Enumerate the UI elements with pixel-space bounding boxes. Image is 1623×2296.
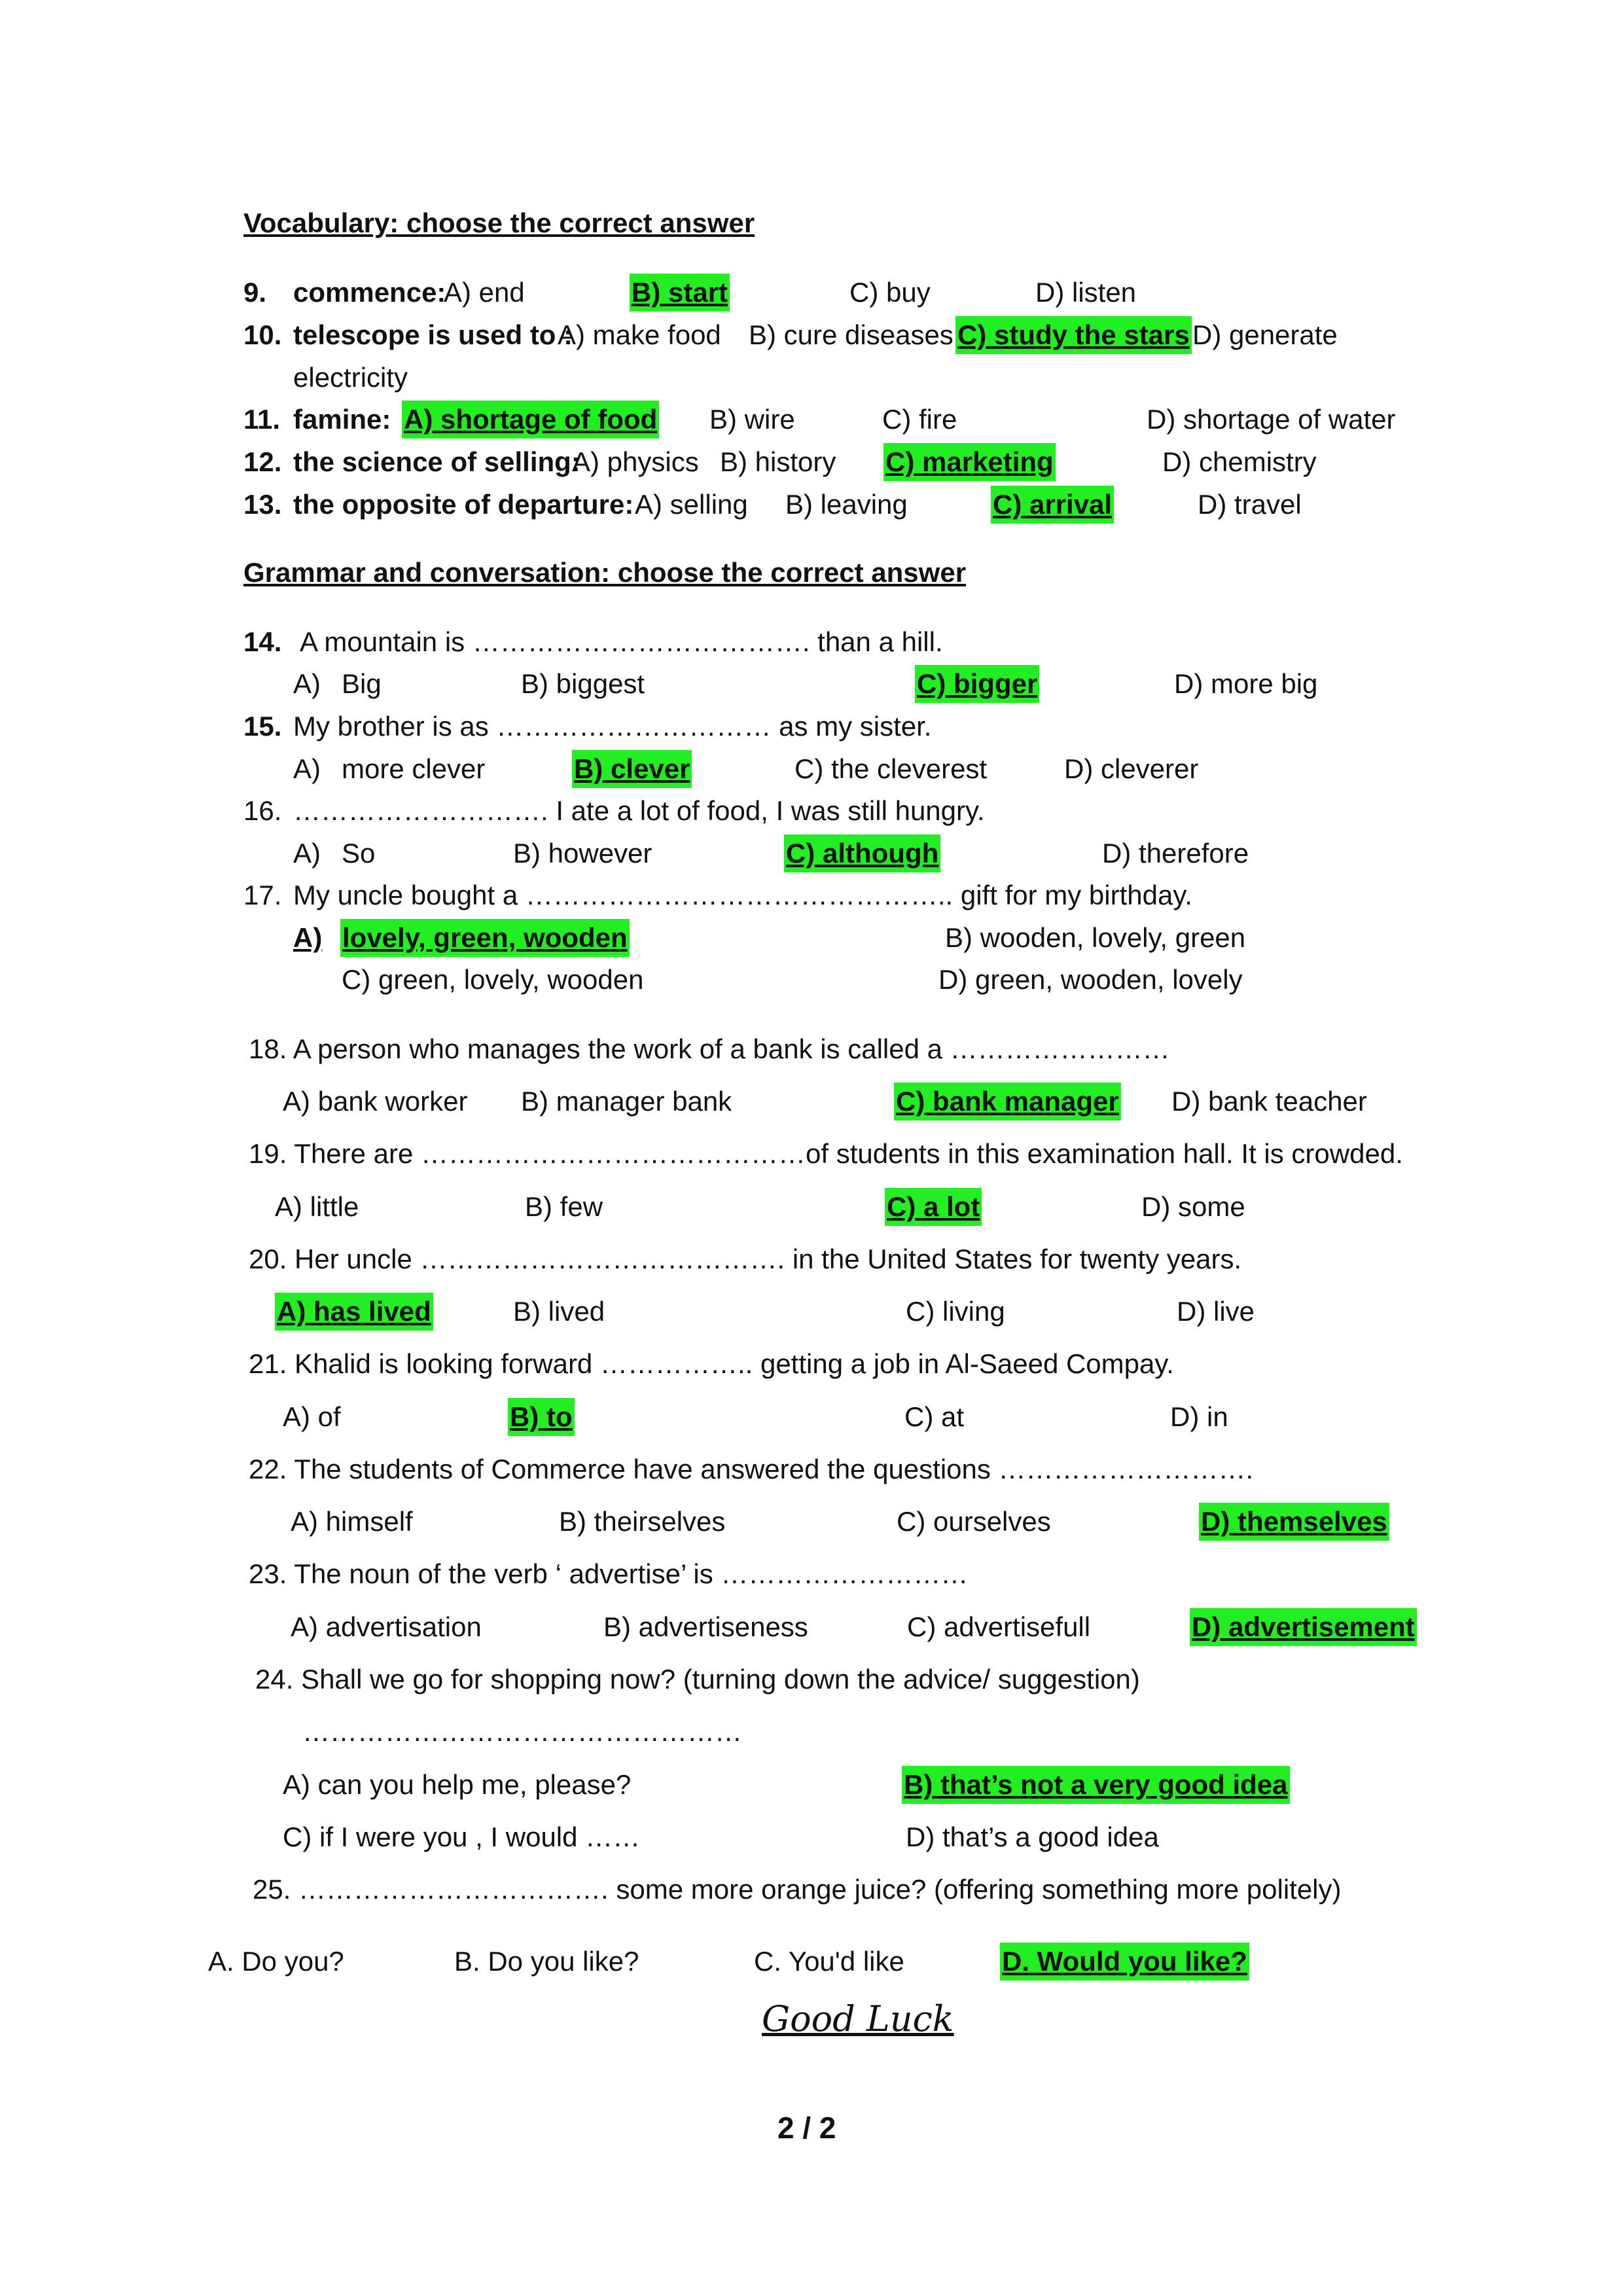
q18-option-d: D) bank teacher	[1171, 1086, 1367, 1117]
q12-option-b: B) history	[720, 446, 836, 477]
q12-number: 12.	[243, 446, 282, 477]
q15-number: 15.	[243, 711, 282, 742]
q14-option-b: B) biggest	[521, 668, 645, 699]
q15-option-c: C) the cleverest	[794, 753, 988, 784]
q20-option-c: C) living	[906, 1296, 1005, 1327]
q15-option-d: D) cleverer	[1064, 753, 1199, 784]
q25-option-c: C. You'd like	[754, 1946, 904, 1977]
q21-option-d: D) in	[1170, 1401, 1228, 1432]
q18-option-b: B) manager bank	[521, 1086, 732, 1117]
q9-option-a: A) end	[444, 277, 525, 308]
q22-option-c: C) ourselves	[897, 1506, 1051, 1537]
q12-option-d: D) chemistry	[1162, 446, 1317, 477]
q19-option-c-answer: C) a lot	[885, 1188, 982, 1226]
q17-option-b: B) wooden, lovely, green	[945, 922, 1246, 953]
q20-option-b: B) lived	[513, 1296, 605, 1327]
q14-option-a-letter: A)	[293, 668, 321, 699]
q14-number: 14.	[243, 626, 282, 657]
q17-option-a-answer: lovely, green, wooden	[340, 919, 630, 957]
q16-option-a: So	[342, 838, 376, 869]
q11-option-c: C) fire	[882, 404, 957, 435]
q11-stem: famine:	[293, 404, 391, 435]
q25-option-d-answer: D. Would you like?	[1000, 1943, 1249, 1981]
q23-option-a: A) advertisation	[291, 1611, 482, 1642]
q16-option-d: D) therefore	[1102, 838, 1249, 869]
q9-option-d: D) listen	[1035, 277, 1137, 308]
q21-option-c: C) at	[904, 1401, 965, 1432]
q18-option-a: A) bank worker	[283, 1086, 468, 1117]
q24-blank: …………………………………………	[302, 1716, 742, 1747]
q21-option-a: A) of	[283, 1401, 341, 1432]
q9-option-b-answer: B) start	[630, 274, 730, 312]
q16-number: 16.	[243, 795, 282, 826]
q13-option-b: B) leaving	[785, 489, 908, 520]
q19-option-b: B) few	[525, 1191, 603, 1222]
q16-option-c-answer: C) although	[784, 834, 940, 872]
q15-option-a: more clever	[342, 753, 486, 784]
q21-stem: 21. Khalid is looking forward …………….. getting a job in Al-Saeed Compay.	[249, 1348, 1174, 1379]
q22-option-a: A) himself	[291, 1506, 413, 1537]
q10-option-b: B) cure diseases	[749, 319, 954, 350]
q17-option-a-letter: A)	[293, 922, 323, 953]
q9-stem: commence:	[293, 277, 446, 308]
q15-option-b-answer: B) clever	[572, 750, 692, 788]
q20-option-a-answer: A) has lived	[275, 1293, 433, 1331]
q18-stem: 18. A person who manages the work of a bank is called a ……………………	[249, 1033, 1170, 1064]
good-luck-text: Good Luck	[762, 1998, 954, 2039]
q11-option-b: B) wire	[709, 404, 795, 435]
page-number: 2 / 2	[777, 2111, 836, 2145]
q13-number: 13.	[243, 489, 282, 520]
q16-stem: ………………………. I ate a lot of food, I was still hungry.	[293, 795, 985, 826]
q11-option-a-answer: A) shortage of food	[402, 401, 659, 439]
q10-option-d: D) generate	[1192, 319, 1338, 350]
vocab-heading: Vocabulary: choose the correct answer	[243, 207, 755, 238]
q13-stem: the opposite of departure:	[293, 489, 634, 520]
q18-option-c-answer: C) bank manager	[894, 1083, 1121, 1121]
q13-option-d: D) travel	[1198, 489, 1302, 520]
q12-option-c-answer: C) marketing	[883, 443, 1056, 481]
q10-option-a: A) make food	[558, 319, 721, 350]
q17-number: 17.	[243, 880, 282, 910]
q14-stem: A mountain is ………………………………. than a hill.	[300, 626, 943, 657]
q10-option-c-answer: C) study the stars	[955, 316, 1192, 354]
q19-option-a: A) little	[275, 1191, 359, 1222]
q22-option-b: B) theirselves	[559, 1506, 726, 1537]
q11-option-d: D) shortage of water	[1147, 404, 1396, 435]
q19-option-d: D) some	[1141, 1191, 1245, 1222]
q14-option-a: Big	[342, 668, 382, 699]
q13-option-a: A) selling	[635, 489, 748, 520]
q14-option-c-answer: C) bigger	[915, 665, 1039, 703]
q19-stem: 19. There are ……………………………………of students in this examination hall. It is crowded.	[249, 1138, 1403, 1169]
q24-option-c: C) if I were you , I would ……	[283, 1821, 641, 1852]
q16-option-b: B) however	[513, 838, 652, 869]
q24-option-d: D) that’s a good idea	[906, 1821, 1159, 1852]
q12-stem: the science of selling:	[293, 446, 580, 477]
q20-stem: 20. Her uncle …………………………………. in the United States for twenty years.	[249, 1244, 1242, 1274]
q12-option-a: A) physics	[572, 446, 699, 477]
q25-option-a: A. Do you?	[208, 1946, 344, 1977]
q17-stem: My uncle bought a ……………………………………….. gift for my birthday.	[293, 880, 1192, 910]
q11-number: 11.	[243, 404, 281, 435]
q10-option-d-cont: electricity	[293, 362, 408, 393]
q24-option-b-answer: B) that’s not a very good idea	[902, 1766, 1290, 1804]
q23-stem: 23. The noun of the verb ‘ advertise’ is ………………………	[249, 1558, 969, 1589]
q10-stem: telescope is used to :	[293, 319, 573, 350]
q9-option-c: C) buy	[849, 277, 931, 308]
q15-option-a-letter: A)	[293, 753, 321, 784]
q10-number: 10.	[243, 319, 282, 350]
q14-option-d: D) more big	[1174, 668, 1318, 699]
q13-option-c-answer: C) arrival	[991, 486, 1114, 524]
q22-stem: 22. The students of Commerce have answered the questions ……………………….	[249, 1454, 1254, 1484]
grammar-heading: Grammar and conversation: choose the correct answer	[243, 557, 967, 588]
q25-stem: 25. ……………………………. some more orange juice? (offering something more politely)	[253, 1874, 1342, 1905]
q25-option-b: B. Do you like?	[454, 1946, 639, 1977]
q24-stem: 24. Shall we go for shopping now? (turning down the advice/ suggestion)	[255, 1664, 1140, 1695]
q20-option-d: D) live	[1177, 1296, 1255, 1327]
q17-option-d: D) green, wooden, lovely	[938, 964, 1243, 995]
q24-option-a: A) can you help me, please?	[283, 1769, 632, 1800]
q23-option-c: C) advertisefull	[907, 1611, 1091, 1642]
q17-option-c: C) green, lovely, wooden	[342, 964, 644, 995]
q9-number: 9.	[243, 277, 267, 308]
q16-option-a-letter: A)	[293, 838, 321, 869]
q21-option-b-answer: B) to	[508, 1398, 575, 1436]
q23-option-d-answer: D) advertisement	[1190, 1608, 1417, 1646]
q23-option-b: B) advertiseness	[603, 1611, 808, 1642]
q15-stem: My brother is as ………………………… as my sister.	[293, 711, 932, 742]
q22-option-d-answer: D) themselves	[1199, 1503, 1389, 1541]
